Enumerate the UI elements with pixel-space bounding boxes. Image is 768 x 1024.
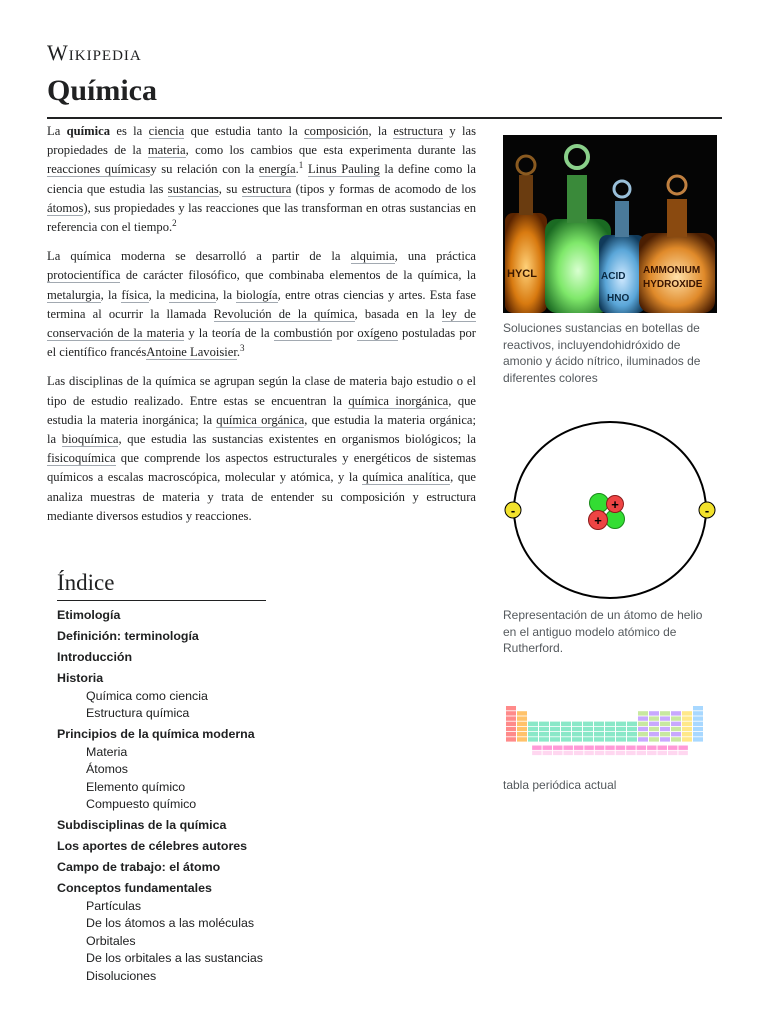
element-cell — [517, 732, 527, 736]
text-run: y la teoría de la — [184, 326, 274, 341]
text-run: es la — [110, 124, 149, 138]
article-body — [47, 122, 476, 536]
table-of-contents — [57, 570, 357, 985]
element-cell — [517, 727, 527, 731]
element-cell — [649, 716, 659, 720]
toc-item[interactable] — [57, 649, 357, 667]
element-cell — [553, 746, 562, 750]
element-cell — [595, 746, 604, 750]
electron-left-sign: - — [510, 503, 516, 518]
text-run: que estudia tanto la — [184, 124, 305, 138]
toc-item-label[interactable]: Conceptos fundamentales — [57, 881, 212, 895]
element-cell — [649, 727, 659, 731]
element-cell — [649, 737, 659, 741]
element-cell — [574, 751, 583, 755]
element-cell — [668, 751, 677, 755]
article-link[interactable]: composición — [304, 124, 369, 138]
toc-item[interactable] — [57, 859, 357, 877]
element-cell — [605, 727, 615, 731]
text-run: , que estudia la materia orgánica; la — [47, 412, 476, 447]
element-cell — [627, 732, 637, 736]
element-cell — [539, 732, 549, 736]
article-link[interactable]: estructura — [393, 124, 444, 138]
text-run: La química moderna se desarrolló a partir de la — [47, 249, 351, 264]
paragraph-intro — [47, 122, 476, 237]
article-link[interactable]: protocientífica — [47, 268, 121, 283]
toc-subitem[interactable]: Elemento químico — [86, 779, 186, 794]
article-link[interactable]: reacciones químicas — [47, 162, 151, 177]
atom-diagram[interactable] — [503, 420, 717, 600]
element-cell — [671, 722, 681, 726]
article-link[interactable]: medicina — [169, 287, 216, 302]
page-title: Química — [47, 74, 157, 107]
element-cell — [594, 737, 604, 741]
element-cell — [561, 737, 571, 741]
citation-ref[interactable]: 3 — [240, 343, 245, 354]
toc-subitem[interactable]: Orbitales — [86, 933, 136, 948]
element-cell — [682, 727, 692, 731]
text-run: , su — [218, 181, 242, 196]
element-cell — [658, 751, 667, 755]
element-cell — [660, 737, 670, 741]
element-cell — [594, 722, 604, 726]
element-cell — [671, 727, 681, 731]
toc-item-label[interactable]: Introducción — [57, 650, 133, 664]
element-cell — [583, 732, 593, 736]
element-cell — [561, 732, 571, 736]
element-cell — [682, 711, 692, 715]
text-run: postuladas por el científico francés — [47, 326, 476, 360]
element-cell — [693, 722, 703, 726]
element-cell — [693, 716, 703, 720]
element-cell — [638, 711, 648, 715]
toc-item[interactable] — [57, 838, 357, 856]
element-cell — [660, 727, 670, 731]
element-cell — [506, 706, 516, 710]
article-link[interactable]: química orgánica — [216, 412, 305, 427]
toc-subitem[interactable]: Disoluciones — [86, 968, 157, 983]
text-run: , que analiza muestras de materia y trata de entender su composición y estructura mediante diversos estudios y reacciones. — [47, 470, 476, 523]
element-cell — [583, 722, 593, 726]
element-cell — [550, 737, 560, 741]
element-cell — [647, 751, 656, 755]
paragraph-disciplines — [47, 372, 476, 526]
citation-ref[interactable]: 1 — [298, 160, 304, 171]
element-cell — [583, 737, 593, 741]
element-cell — [550, 732, 560, 736]
article-link[interactable]: estructura — [241, 181, 292, 196]
element-cell — [649, 722, 659, 726]
toc-item-label[interactable]: Campo de trabajo: el átomo — [57, 860, 221, 874]
element-cell — [563, 751, 572, 755]
element-cell — [572, 722, 582, 726]
element-cell — [539, 737, 549, 741]
paragraph-history — [47, 247, 476, 362]
bottle-label-ammonium: AMMONIUM — [643, 265, 701, 276]
element-cell — [528, 737, 538, 741]
text-run: La — [47, 124, 67, 138]
article-link[interactable]: química inorgánica — [348, 393, 449, 408]
article-link[interactable]: biología — [236, 287, 278, 302]
neutron-1 — [590, 494, 609, 513]
element-cell — [693, 727, 703, 731]
element-cell — [605, 751, 614, 755]
toc-item-label[interactable]: Historia — [57, 671, 104, 685]
element-cell — [605, 737, 615, 741]
article-link[interactable]: bioquímica — [61, 432, 119, 447]
electron-right-sign: - — [704, 503, 710, 518]
toc-item[interactable] — [57, 670, 357, 723]
bottles-photo[interactable] — [503, 135, 717, 313]
element-cell — [584, 746, 593, 750]
element-cell — [638, 722, 648, 726]
element-cell — [528, 727, 538, 731]
element-cell — [517, 716, 527, 720]
atom-caption: Representación de un átomo de helio en el antiguo modelo atómico de Rutherford. — [503, 608, 703, 655]
toc-item-label[interactable]: Etimología — [57, 608, 121, 622]
element-cell — [682, 722, 692, 726]
toc-subitem[interactable]: Materia — [86, 744, 128, 759]
text-run: Las disciplinas de la química se agrupan según la clase de materia bajo estudio o el tipo de estudio realizado. Entre estas se encuentran la — [47, 374, 476, 408]
element-cell — [638, 716, 648, 720]
text-run: , la — [100, 287, 122, 302]
text-run: , basada en la — [354, 306, 442, 321]
element-cell — [671, 737, 681, 741]
element-cell — [550, 727, 560, 731]
toc-item[interactable] — [57, 817, 357, 835]
element-cell — [506, 727, 516, 731]
bold-term: química — [66, 124, 111, 138]
proton-2-sign: + — [594, 513, 602, 528]
text-run: y su relación con la — [150, 162, 259, 177]
element-cell — [671, 711, 681, 715]
element-cell — [605, 732, 615, 736]
element-cell — [638, 732, 648, 736]
toc-subitem[interactable]: De los átomos a las moléculas — [86, 916, 255, 930]
toc-item-label[interactable]: Los aportes de célebres autores — [57, 839, 248, 853]
element-cell — [539, 722, 549, 726]
element-cell — [649, 732, 659, 736]
element-cell — [532, 751, 541, 755]
text-run: , entre otras ciencias y artes. Esta fase termina al ocurrir la llamada — [47, 287, 476, 321]
citation-ref[interactable]: 2 — [172, 217, 177, 228]
element-cell — [660, 732, 670, 736]
periodic-table-caption: tabla periódica actual — [503, 778, 617, 792]
article-link[interactable]: oxígeno — [357, 326, 398, 341]
element-cell — [682, 732, 692, 736]
toc-sublist — [57, 744, 357, 814]
text-run: que comprende los aspectos estructurales y energéticos de sistemas químicos a escalas macroscópica, molecular y atómica, y la — [47, 451, 476, 485]
toc-item[interactable] — [57, 628, 357, 646]
element-cell — [572, 727, 582, 731]
periodic-table-thumbnail[interactable] — [503, 700, 717, 762]
figure-atom — [503, 420, 717, 657]
element-cell — [584, 751, 593, 755]
element-cell — [660, 722, 670, 726]
element-cell — [506, 722, 516, 726]
article-link[interactable]: alquimia — [350, 249, 395, 264]
text-run: , que estudia las sustancias existentes en organismos biológicos; la — [118, 432, 476, 447]
article-link[interactable]: Antoine Lavoisier — [146, 345, 237, 360]
text-run: y las propiedades de la — [47, 124, 476, 158]
text-run: de carácter filosófico, que combinaba elementos de la química, la — [120, 268, 476, 283]
element-cell — [543, 746, 552, 750]
bottle-label-hycl: HYCL — [507, 268, 537, 280]
toc-subitem[interactable]: Átomos — [86, 762, 129, 776]
element-cell — [637, 751, 646, 755]
toc-sublist — [57, 688, 357, 723]
element-cell — [616, 727, 626, 731]
article-link[interactable]: ciencia — [148, 124, 185, 138]
element-cell — [693, 732, 703, 736]
element-cell — [605, 722, 615, 726]
wikipedia-logo[interactable]: Wikipedia — [47, 40, 142, 65]
element-cell — [638, 727, 648, 731]
element-cell — [638, 737, 648, 741]
element-cell — [627, 722, 637, 726]
toc-item[interactable] — [57, 880, 357, 985]
article-link[interactable]: Revolución de la química — [213, 306, 355, 321]
element-cell — [572, 732, 582, 736]
toc-subitem[interactable]: Estructura química — [86, 706, 190, 720]
element-cell — [616, 737, 626, 741]
element-cell — [616, 746, 625, 750]
element-cell — [626, 751, 635, 755]
article-link[interactable]: química analítica — [362, 470, 451, 485]
toc-subitem[interactable]: Compuesto químico — [86, 797, 197, 811]
toc-item[interactable] — [57, 607, 357, 625]
element-cell — [532, 746, 541, 750]
element-cell — [627, 737, 637, 741]
element-cell — [506, 732, 516, 736]
element-cell — [553, 751, 562, 755]
element-cell — [595, 751, 604, 755]
element-cell — [693, 706, 703, 710]
toc-item[interactable] — [57, 726, 357, 814]
element-cell — [543, 751, 552, 755]
title-divider — [47, 117, 722, 119]
element-cell — [574, 746, 583, 750]
text-run: la define como la ciencia que estudia las — [47, 162, 476, 196]
element-cell — [682, 716, 692, 720]
toc-subitem[interactable]: Partículas — [86, 898, 142, 913]
article-link[interactable]: átomos — [47, 200, 84, 215]
proton-1-sign: + — [611, 497, 619, 512]
article-link[interactable]: fisicoquímica — [47, 451, 116, 466]
element-cell — [693, 737, 703, 741]
text-run: , que estudia la materia inorgánica; la — [47, 393, 477, 427]
element-cell — [517, 737, 527, 741]
toc-sublist — [57, 898, 357, 986]
element-cell — [671, 716, 681, 720]
text-run: , la — [215, 287, 237, 302]
element-cell — [572, 737, 582, 741]
element-cell — [517, 722, 527, 726]
element-cell — [626, 746, 635, 750]
element-cell — [506, 711, 516, 715]
bottle-label-acid: ACID — [601, 271, 626, 282]
article-link[interactable]: ley de conservación de la materia — [47, 306, 477, 341]
element-cell — [637, 746, 646, 750]
toc-subitem[interactable]: De los orbitales a las sustancias — [86, 951, 263, 965]
element-cell — [647, 746, 656, 750]
element-cell — [550, 722, 560, 726]
element-cell — [678, 751, 687, 755]
element-cell — [583, 727, 593, 731]
text-run: , una práctica — [394, 249, 476, 264]
bottles-caption: Soluciones sustancias en botellas de reactivos, incluyendohidróxido de amonio y ácido nítrico, iluminados de diferentes colores — [503, 321, 701, 385]
element-cell — [649, 711, 659, 715]
text-run: por — [332, 326, 358, 341]
toc-item-label[interactable]: Subdisciplinas de la química — [57, 818, 227, 832]
element-cell — [561, 727, 571, 731]
article-link[interactable]: Linus Pauling — [307, 162, 380, 177]
element-cell — [660, 711, 670, 715]
element-cell — [528, 722, 538, 726]
element-cell — [616, 732, 626, 736]
element-cell — [561, 722, 571, 726]
article-link[interactable]: combustión — [273, 326, 333, 341]
toc-item-label[interactable]: Definición: terminología — [57, 629, 199, 643]
text-run: . — [295, 162, 299, 177]
bottle-label-hydroxide: HYDROXIDE — [643, 279, 703, 290]
text-run: (tipos y formas de acomodo de los — [291, 181, 476, 196]
bottle-label-hno: HNO — [607, 293, 630, 304]
article-link[interactable]: energía — [258, 162, 296, 177]
text-run: , la — [368, 124, 394, 138]
toc-item-label[interactable]: Principios de la química moderna — [57, 727, 255, 741]
element-cell — [616, 722, 626, 726]
element-cell — [528, 732, 538, 736]
element-cell — [506, 737, 516, 741]
toc-list — [57, 607, 357, 985]
element-cell — [616, 751, 625, 755]
figure-periodic-table — [503, 700, 717, 794]
element-cell — [682, 737, 692, 741]
text-run: , la — [148, 287, 170, 302]
element-cell — [563, 746, 572, 750]
figure-bottles — [503, 135, 717, 386]
text-run: . — [236, 345, 241, 360]
element-cell — [506, 716, 516, 720]
element-cell — [627, 727, 637, 731]
element-cell — [605, 746, 614, 750]
element-cell — [594, 732, 604, 736]
element-cell — [668, 746, 677, 750]
text-run: ), sus propiedades y las reacciones que las transforman en otras sustancias en referencia con el tiempo. — [47, 200, 476, 235]
article-link[interactable]: metalurgia — [47, 287, 101, 302]
element-cell — [693, 711, 703, 715]
element-cell — [660, 716, 670, 720]
article-link[interactable]: materia — [147, 143, 186, 158]
article-link[interactable]: sustancias — [167, 181, 219, 196]
element-cell — [517, 711, 527, 715]
element-cell — [539, 727, 549, 731]
element-cell — [594, 727, 604, 731]
element-cell — [671, 732, 681, 736]
toc-title: Índice — [57, 570, 266, 601]
toc-subitem[interactable]: Química como ciencia — [86, 688, 208, 703]
element-cell — [678, 746, 687, 750]
element-cell — [658, 746, 667, 750]
text-run: , como los cambios que esta experimenta durante las — [185, 143, 476, 158]
article-link[interactable]: física — [121, 287, 149, 302]
